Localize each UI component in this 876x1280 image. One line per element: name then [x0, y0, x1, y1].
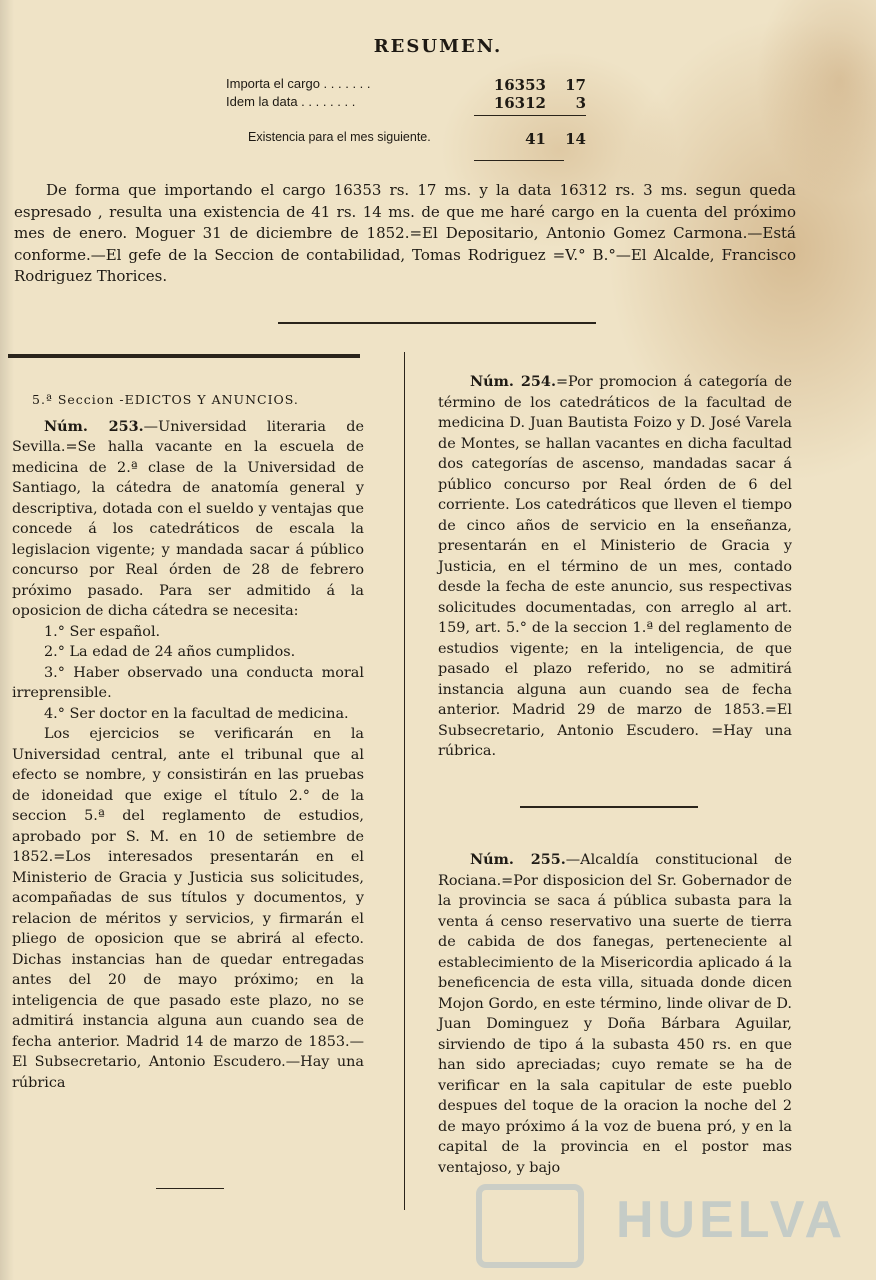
notice-255-text: —Alcaldía constitucional de Rociana.=Por disposicion del Sr. Gobernador de la provincia se saca á pública subasta para la venta á censo reservativo una suerte de tierra de cabida de dos fanegas, perteneciente al establecimiento de la Misericordia aplicado á la beneficencia de esta villa, situada donde dicen Mojon Gordo, en este término, linde olivar de D. Juan Dominguez y Doña Bárbara Aguilar, sirviendo de tipo á la subasta 450 rs. en que han sido apreciadas; cuyo remate se ha de verificar en la sala capitular de este pueblo despues del toque de la oracion la noche del 2 de mayo próximo á la voz de buena pró, y en la capital de la provincia en el postor mas ventajoso, y bajo [438, 852, 792, 1176]
watermark-emblem-icon [476, 1184, 584, 1268]
resumen-paragraph [14, 180, 796, 288]
requirement-item: 3.° Haber observado una conducta moral irreprensible. [12, 664, 364, 701]
left-column [12, 390, 364, 1093]
data-line [226, 94, 606, 112]
sum-rule [474, 115, 586, 116]
watermark-text: HUELVA [616, 1191, 847, 1249]
section-divider-left [8, 354, 360, 358]
ornamental-divider [278, 322, 596, 324]
existencia-label: Existencia para el mes siguiente. [248, 130, 431, 144]
requirement-item: 1.° Ser español. [44, 623, 161, 640]
data-label: Idem la data . . . . . . . . [226, 94, 356, 109]
right-column-lower [438, 850, 792, 1178]
existencia-rule [474, 160, 564, 161]
existencia-amount: 41 [525, 130, 546, 148]
requirement-item: 4.° Ser doctor en la facultad de medicina. [44, 705, 349, 722]
data-amount: 16312 [493, 94, 546, 112]
cargo-line [226, 76, 606, 94]
existencia-line [248, 130, 608, 148]
column-separator [404, 352, 405, 1210]
notice-255-number: Núm. 255. [470, 851, 566, 868]
end-rule-left [156, 1188, 224, 1189]
notice-254-number: Núm. 254. [470, 373, 556, 390]
resumen-text: De forma que importando el cargo 16353 rs. 17 ms. y la data 16312 rs. 3 ms. segun queda espresado , resulta una existencia de 41 rs. 14 ms. de que me haré cargo en la cuenta del próximo mes de enero. Moguer 31 de diciembre de 1852.=El Depositario, Antonio Gomez Carmona.—Está conforme.—El gefe de la Seccion de contabilidad, Tomas Rodriguez =V.° B.°—El Alcalde, Francisco Rodriguez Thorices. [14, 181, 796, 286]
notice-divider-right [520, 806, 698, 808]
cargo-label: Importa el cargo . . . . . . . [226, 76, 371, 91]
notice-253-intro: —Universidad literaria de Sevilla.=Se halla vacante en la escuela de medicina de 2.ª clase de la Universidad de Santiago, la cátedra de anatomía general y descriptiva, dotada con el sueldo y ventajas que concede á los catedráticos de escala la legislacion vigente; y mandada sacar á público concurso por Real órden de 28 de febrero próximo pasado. Para ser admitido á la oposicion de dicha cátedra se necesita: [12, 418, 364, 619]
data-cents: 3 [575, 94, 586, 112]
requirement-item: 2.° La edad de 24 años cumplidos. [44, 644, 296, 660]
notice-253-body: Los ejercicios se verificarán en la Universidad central, ante el tribunal que al efecto se nombre, y consistirán en las pruebas de idoneidad que exige el título 2.° de la seccion 5.ª del reglamento de estudios, aprobado por S. M. en 10 de setiembre de 1852.=Los interesados presentarán en el Ministerio de Gracia y Justicia sus solicitudes, acompañadas de sus títulos y documentos, y relacion de méritos y servicios, y firmarán el pliego de oposicion que se abrirá al efecto. Dichas instancias han de quedar entregadas antes del 20 de mayo próximo; en la inteligencia de que pasado este plazo, no se admitirá instancia alguna aun cuando sea de fecha anterior. Madrid 14 de marzo de 1853.—El Subsecretario, Antonio Escudero.—Hay una rúbrica [12, 726, 364, 1091]
notice-253-number: Núm. 253. [44, 417, 144, 435]
cargo-cents: 17 [565, 76, 586, 94]
section-heading: 5.ª Seccion -EDICTOS Y ANUNCIOS. [32, 392, 299, 407]
requirements-list [12, 622, 364, 725]
resumen-title: RESUMEN. [373, 36, 503, 57]
cargo-amount: 16353 [493, 76, 546, 94]
notice-254-text: =Por promocion á categoría de término de los catedráticos de la facultad de medicina D. Juan Bautista Foizo y D. José Varela de Montes, se hallan vacantes en dicha facultad dos categorías de ascenso, mandadas sacar á público concurso por Real órden de 6 del corriente. Los catedráticos que lleven el tiempo de cinco años de servicio en la enseñanza, presentarán en el Ministerio de Gracia y Justicia, en el término de un mes, contado desde la fecha de este anuncio, sus respectivas solicitudes documentadas, con arreglo al art. 159, art. 5.° de la seccion 1.ª del reglamento de estudios vigente; en la inteligencia, de que pasado el plazo referido, no se admitirá instancia alguna aun cuando sea de fecha anterior. Madrid 29 de marzo de 1853.=El Subsecretario, Antonio Escudero. =Hay una rúbrica. [438, 374, 792, 759]
right-column [438, 372, 792, 762]
existencia-cents: 14 [565, 130, 586, 148]
